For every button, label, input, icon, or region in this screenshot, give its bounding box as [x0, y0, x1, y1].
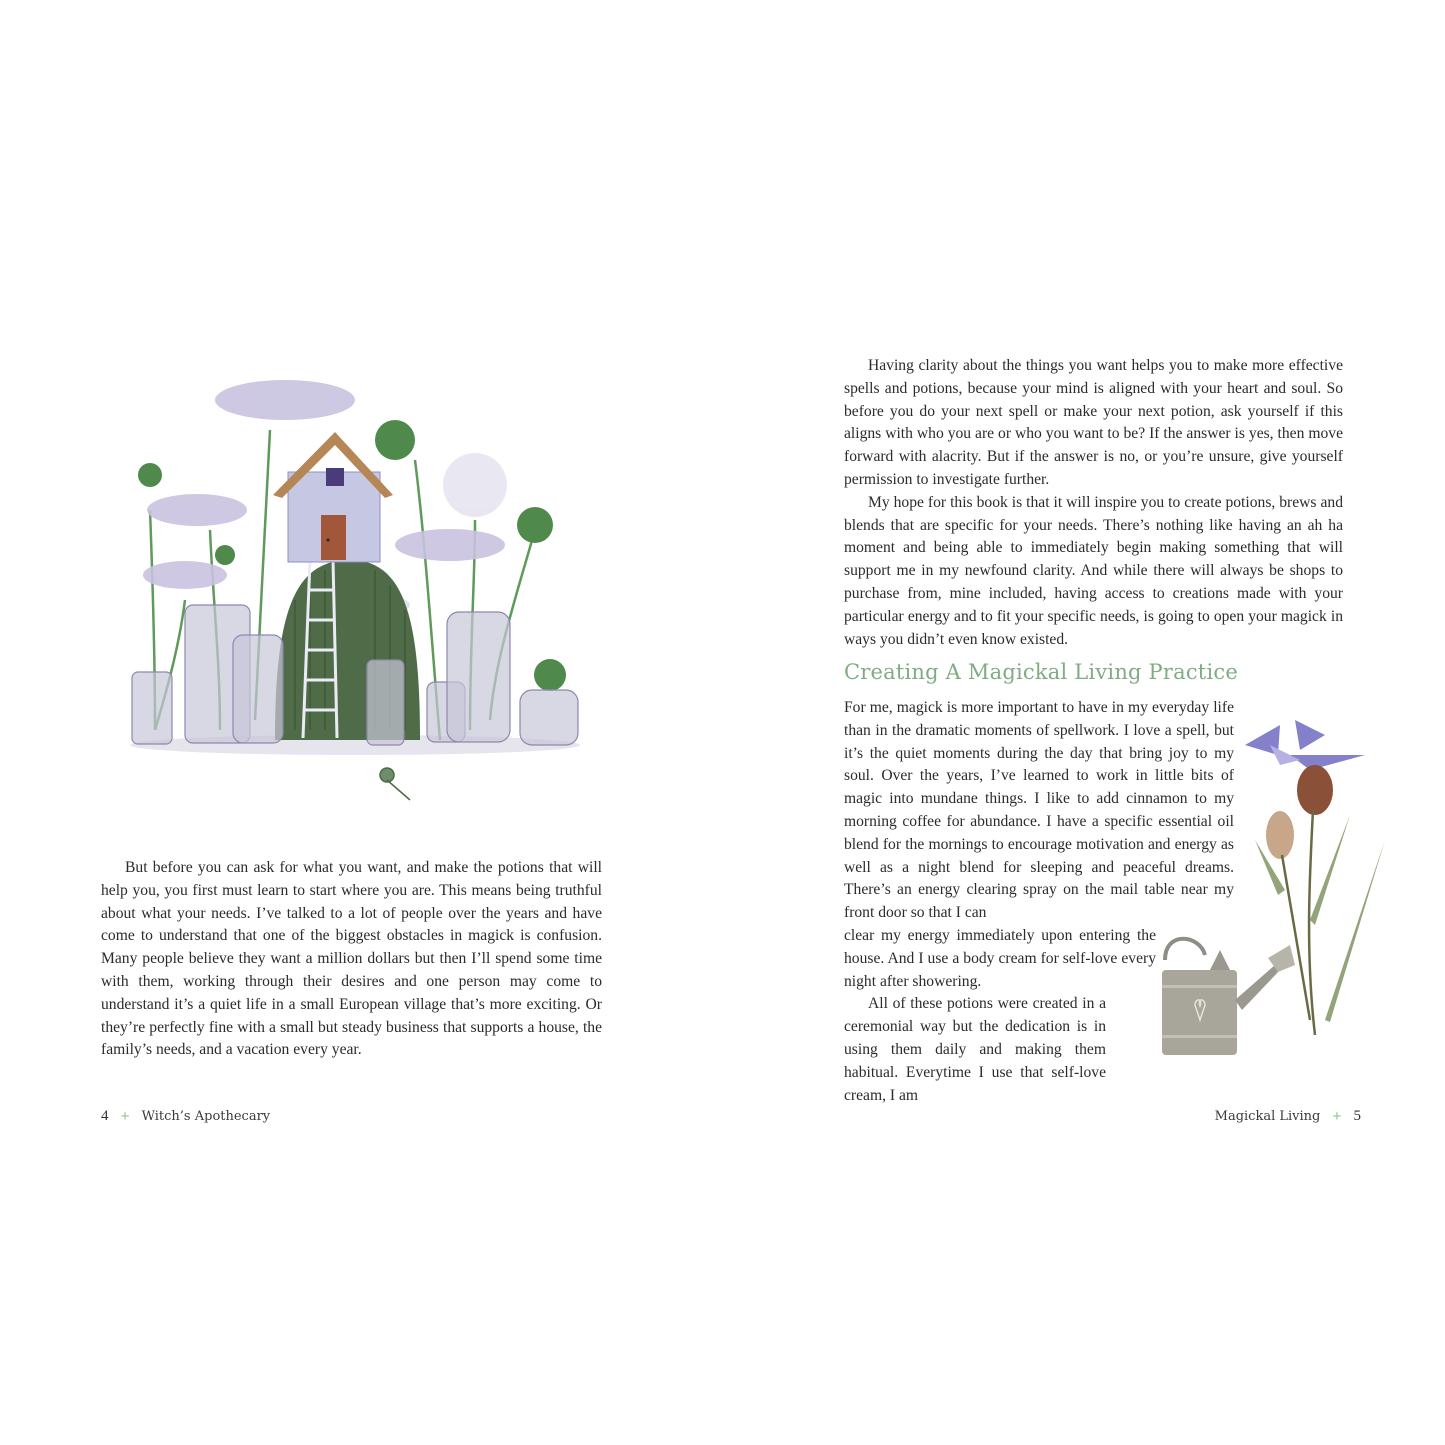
paragraph: My hope for this book is that it will inspire you to create potions, brews and blends that are specific for your needs. There’s nothing like having an ah ha moment and being able to immediately begin making something that will support me in my newfound clarity. And while there will always be shops to purchase from, mine included, having access to creations made with your particular energy and to fit your specific needs, is going to open your magick in ways you didn’t even know existed. — [844, 493, 1343, 648]
section-heading: Creating A Magickal Living Practice — [844, 660, 1238, 684]
paragraph: For me, magick is more important to have in my everyday life than in the dramatic moments of spellwork. I love a spell, but it’s the quiet moments during the day that bring joy to my soul. Over the years, I’ve learned to work in little bits of magic into mundane things. I like to add cinnamon to my morning coffee for abundance. I have a specific essential oil blend for the mornings to encourage motivation and energy as well as a night blend for sleeping and peaceful dreams. There’s an energy clearing spray on the mail table near my front door so that I can — [844, 699, 1234, 922]
left-footer — [101, 1108, 270, 1125]
running-head: Magickal Living — [1214, 1109, 1321, 1124]
page-number: 5 — [1353, 1108, 1361, 1124]
right-body-text-top — [844, 355, 1343, 651]
paragraph: All of these potions were created in a ceremonial way but the dedication is in using them daily and making them habitual. Everytime I use that self-love cream, I am — [844, 995, 1106, 1104]
page-number: 4 — [101, 1108, 109, 1124]
running-head: Witch’s Apothecary — [141, 1109, 271, 1124]
house-and-jars-illustration — [125, 360, 585, 810]
paragraph: clear my energy immediately upon entering the house. And I use a body cream for self-love every night after showering. — [844, 926, 1156, 990]
left-page — [0, 0, 722, 1445]
paragraph: Having clarity about the things you want helps you to make more effective spells and potions, because your mind is aligned with your heart and soul. So before you do your next spell or make your next potion, ask yourself if this aligns with who you are or who you want to be? If the answer is yes, then move forward with alacrity. But if the answer is no, or you’re unsure, give yourself permission to investigate further. — [844, 357, 1343, 488]
left-body-text — [101, 857, 602, 1062]
right-footer — [1215, 1108, 1361, 1125]
cornflower-and-watering-can-illustration — [1150, 700, 1400, 1070]
sparkle-icon: + — [1332, 1107, 1342, 1125]
paragraph: But before you can ask for what you want, and make the potions that will help you, you first must learn to start where you are. This means being truthful about what your needs. I’ve talked to a lot of people over the years and have come to understand that one of the biggest obstacles in magick is confusion. Many people believe they want a million dollars but then I’ll spend some time with them, working through their desires and one person may come to understand it’s a quiet life in a small European village that’s more exciting. Or they’re perfectly fine with a small but steady business that supports a house, the family’s needs, and a vacation every year. — [101, 859, 602, 1059]
sparkle-icon: + — [120, 1107, 130, 1125]
